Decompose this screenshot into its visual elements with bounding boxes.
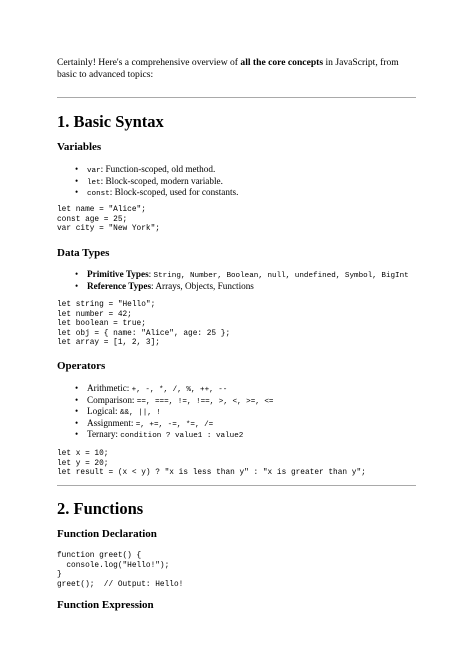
- list-item: [57, 269, 409, 281]
- list-item: [57, 406, 273, 418]
- list-item-text: Comparison:: [87, 394, 137, 405]
- subheading-variables: Variables: [57, 141, 102, 153]
- variables-list: [57, 164, 238, 199]
- list-item-text: : Block-scoped, modern variable.: [100, 175, 223, 186]
- subheading-operators: Operators: [57, 360, 106, 372]
- list-item-text: Logical:: [87, 406, 120, 416]
- list-item-separator: :: [148, 269, 154, 279]
- list-item-text: : Function-scoped, old method.: [100, 164, 216, 174]
- list-item: [57, 383, 273, 395]
- inline-code: ==, ===, !=, !==, >, <, >=, <=: [136, 397, 274, 406]
- data-types-list: [57, 269, 409, 292]
- inline-code: =, +=, -=, *=, /=: [135, 420, 214, 429]
- inline-code: const: [87, 190, 110, 198]
- inline-code: String, Number, Boolean, null, undefined, Symbol, BigInt: [153, 272, 409, 280]
- intro-bold-text: all the core concepts: [240, 57, 324, 68]
- intro-paragraph: [57, 57, 417, 81]
- operators-list: [57, 383, 273, 441]
- section-divider: [57, 97, 416, 98]
- list-item-text: Arithmetic:: [87, 383, 132, 393]
- inline-code: condition ? value1 : value2: [120, 432, 244, 440]
- inline-code: &&, ||, !: [119, 409, 161, 417]
- list-item: [57, 187, 238, 199]
- list-item: [57, 429, 273, 441]
- inline-code: var: [87, 167, 101, 175]
- inline-code: let: [87, 178, 101, 187]
- list-item-text: : Block-scoped, used for constants.: [109, 187, 239, 197]
- section-heading-basic-syntax: 1. Basic Syntax: [57, 112, 164, 131]
- list-item-text: : Arrays, Objects, Functions: [151, 280, 254, 291]
- list-item: [57, 176, 238, 188]
- list-item-text: Ternary:: [87, 429, 121, 439]
- list-item: [57, 395, 273, 407]
- subheading-data-types: Data Types: [57, 247, 110, 259]
- list-item-text: Assignment:: [87, 417, 136, 428]
- list-item-label: Reference Types: [87, 280, 152, 291]
- subheading-function-expression: Function Expression: [57, 599, 154, 611]
- list-item: [57, 281, 409, 293]
- section-divider: [57, 485, 416, 486]
- subheading-function-declaration: Function Declaration: [57, 528, 157, 540]
- code-block-function-declaration: function greet() { console.log("Hello!"); } greet(); // Output: Hello!: [57, 552, 184, 589]
- inline-code: +, -, *, /, %, ++, --: [131, 386, 228, 394]
- intro-text-end: in JavaScript, from basic to advanced topics:: [57, 57, 399, 80]
- list-item-label: Primitive Types: [87, 269, 149, 279]
- section-heading-functions: 2. Functions: [57, 499, 144, 518]
- code-block-data-types: let string = "Hello"; let number = 42; let boolean = true; let obj = { name: "Alice", age: 25 }; let array = [1, 2, 3];: [57, 301, 231, 347]
- list-item: [57, 418, 273, 430]
- intro-text-start: Certainly! Here's a comprehensive overview of: [57, 57, 241, 68]
- list-item: [57, 164, 238, 176]
- code-block-variables: let name = "Alice"; const age = 25; var city = "New York";: [57, 206, 160, 233]
- code-block-operators: let x = 10; let y = 20; let result = (x < y) ? "x is less than y" : "x is greater than y";: [57, 450, 366, 477]
